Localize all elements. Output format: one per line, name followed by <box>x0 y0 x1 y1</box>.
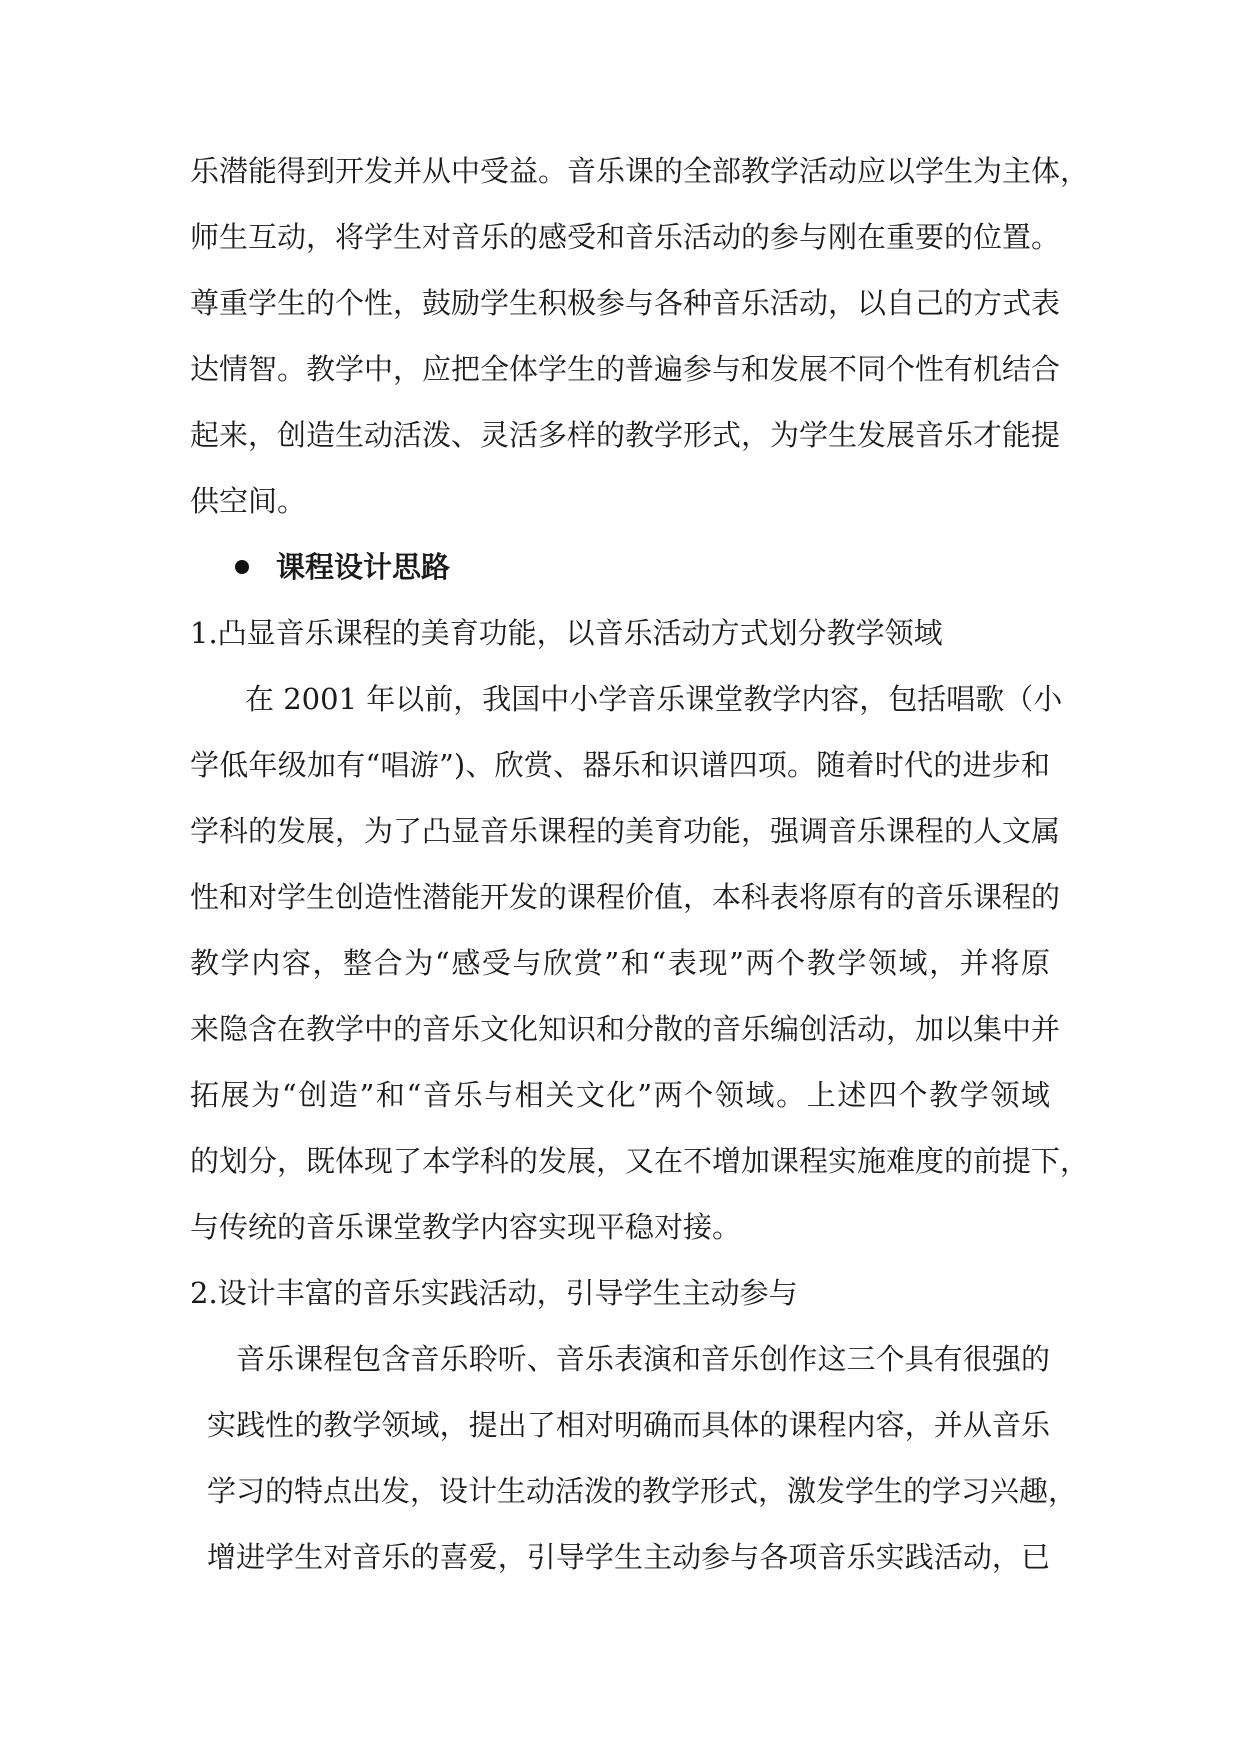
paragraph-line: 增进学生对音乐的喜爱，引导学生主动参与各项音乐实践活动，已 <box>207 1540 1050 1574</box>
paragraph-line: 乐潜能得到开发并从中受益。音乐课的全部教学活动应以学生为主体， <box>190 154 1090 188</box>
paragraph-line: 性和对学生创造性潜能开发的课程价值，本科表将原有的音乐课程的 <box>190 880 1061 914</box>
paragraph-line: 供空间。 <box>190 484 307 518</box>
paragraph-line: 来隐含在教学中的音乐文化知识和分散的音乐编创活动，加以集中并 <box>190 1012 1061 1046</box>
paragraph-line: 学科的发展，为了凸显音乐课程的美育功能，强调音乐课程的人文属 <box>190 814 1061 848</box>
paragraph-line: 尊重学生的个性，鼓励学生积极参与各种音乐活动，以自己的方式表 <box>190 286 1061 320</box>
subheading: 2.设计丰富的音乐实践活动，引导学生主动参与 <box>190 1276 798 1310</box>
paragraph-line: 师生互动，将学生对音乐的感受和音乐活动的参与刚在重要的位置。 <box>190 220 1061 254</box>
paragraph-line: 教学内容，整合为“感受与欣赏”和“表现”两个教学领域，并将原 <box>190 946 1050 980</box>
subheading: 1.凸显音乐课程的美育功能，以音乐活动方式划分教学领域 <box>190 616 943 650</box>
paragraph-line: 实践性的教学领域，提出了相对明确而具体的课程内容，并从音乐 <box>207 1408 1050 1442</box>
paragraph-line: 在 2001 年以前，我国中小学音乐课堂教学内容，包括唱歌（小 <box>245 682 1063 716</box>
paragraph-line: 拓展为“创造”和“音乐与相关文化”两个领域。上述四个教学领域 <box>190 1078 1050 1112</box>
paragraph-line: 达情智。教学中，应把全体学生的普遍参与和发展不同个性有机结合 <box>190 352 1061 386</box>
paragraph-line: 音乐课程包含音乐聆听、音乐表演和音乐创作这三个具有很强的 <box>236 1342 1050 1376</box>
bullet-icon <box>235 560 249 574</box>
paragraph-line: 的划分，既体现了本学科的发展，又在不增加课程实施难度的前提下， <box>190 1144 1090 1178</box>
paragraph-line: 学低年级加有“唱游”)、欣赏、器乐和识谱四项。随着时代的进步和 <box>190 748 1050 782</box>
paragraph-line: 学习的特点出发，设计生动活泼的教学形式，激发学生的学习兴趣， <box>207 1474 1078 1508</box>
paragraph-line: 与传统的音乐课堂教学内容实现平稳对接。 <box>190 1210 742 1244</box>
paragraph-line: 起来，创造生动活泼、灵活多样的教学形式，为学生发展音乐才能提 <box>190 418 1061 452</box>
section-heading: 课程设计思路 <box>276 550 451 584</box>
